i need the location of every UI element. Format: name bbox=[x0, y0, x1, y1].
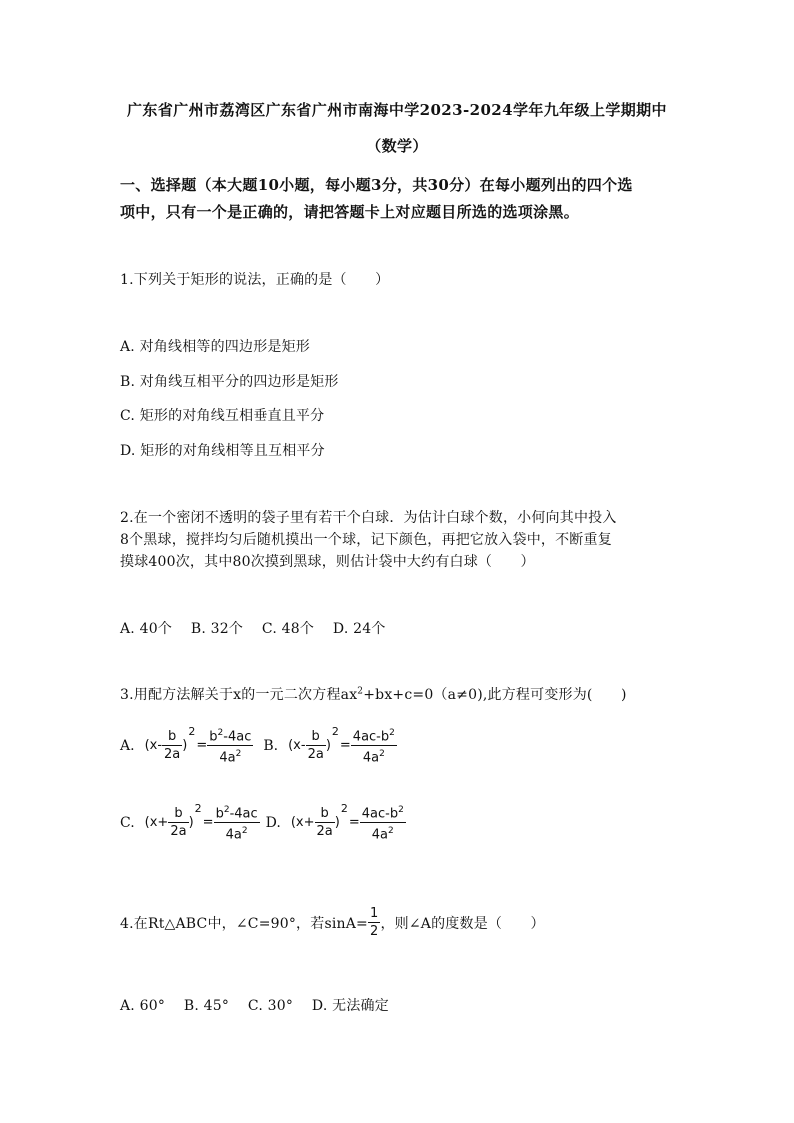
question-3-options-ab bbox=[120, 725, 397, 767]
document-title: 广东省广州市荔湾区广东省广州市南海中学2023-2024学年九年级上学期期中 bbox=[127, 101, 667, 119]
fraction-b2-minus-4ac: $\frac{b^2-4ac}{4a^2}$ bbox=[207, 725, 253, 767]
question-1-option-a: A. 对角线相等的四边形是矩形 bbox=[120, 339, 311, 355]
question-2-line1: 2.在一个密闭不透明的袋子里有若干个白球．为估计白球个数，小何向其中投入 bbox=[120, 510, 617, 526]
option-a-label: A. bbox=[120, 737, 135, 754]
option-a-formula: (x- $\frac{b}{2a}$ ) 2 = $\frac{b^2-4ac}{4a^2}$ bbox=[144, 725, 252, 766]
section-heading-line2: 项中，只有一个是正确的，请把答题卡上对应题目所选的选项涂黑。 bbox=[120, 203, 580, 221]
option-c-label: C. bbox=[120, 814, 135, 831]
question-2-line2: 8个黑球，搅拌均匀后随机摸出一个球，记下颜色，再把它放入袋中，不断重复 bbox=[120, 532, 612, 548]
document-subtitle: （数学） bbox=[366, 137, 428, 155]
question-4-options: A. 60° B. 45° C. 30° D. 无法确定 bbox=[120, 998, 389, 1014]
option-b-formula: (x- $\frac{b}{2a}$ ) 2 = $\frac{4ac-b^2}{4a^2}$ bbox=[288, 725, 395, 766]
question-1-option-c: C. 矩形的对角线互相垂直且平分 bbox=[120, 408, 325, 424]
question-4-stem bbox=[120, 905, 545, 940]
option-c-formula: (x+ $\frac{b}{2a}$ ) 2 = $\frac{b^2-4ac}{4a^2}$ bbox=[144, 802, 258, 843]
fraction-4ac-minus-b2: $\frac{4ac-b^2}{4a^2}$ bbox=[351, 725, 397, 767]
question-4-stem-post: ，则∠A的度数是（ ） bbox=[380, 915, 545, 932]
question-3-stem-exponent: 2 bbox=[357, 686, 364, 697]
fraction-one-half: $\frac{1}{2}$ bbox=[369, 906, 379, 939]
fraction-b-over-2a: $\frac{b}{2a}$ bbox=[164, 729, 181, 763]
question-3-stem bbox=[120, 684, 627, 704]
question-2-line3: 摸球400次，其中80次摸到黑球，则估计袋中大约有白球（ ） bbox=[120, 554, 535, 570]
option-d-formula: (x+ $\frac{b}{2a}$ ) 2 = $\frac{4ac-b^2}{4a^2}$ bbox=[290, 802, 404, 843]
question-1-option-b: B. 对角线互相平分的四边形是矩形 bbox=[120, 374, 339, 390]
question-3-stem-post: +bx+c=0（a≠0),此方程可变形为( ) bbox=[363, 687, 627, 703]
question-2-options: A. 40个 B. 32个 C. 48个 D. 24个 bbox=[120, 621, 386, 637]
question-3-stem-pre: 3.用配方法解关于x的一元二次方程ax bbox=[120, 687, 358, 703]
section-heading-line1: 一、选择题（本大题10小题，每小题3分，共30分）在每小题列出的四个选 bbox=[120, 176, 633, 194]
question-3-options-cd bbox=[120, 802, 406, 844]
question-1-option-d: D. 矩形的对角线相等且互相平分 bbox=[120, 443, 325, 459]
question-1-stem: 1.下列关于矩形的说法，正确的是（ ） bbox=[120, 272, 390, 288]
option-d-label: D. bbox=[265, 814, 281, 831]
option-b-label: B. bbox=[263, 737, 279, 754]
question-4-stem-pre: 4.在Rt△ABC中，∠C=90°，若sinA= bbox=[120, 915, 368, 932]
